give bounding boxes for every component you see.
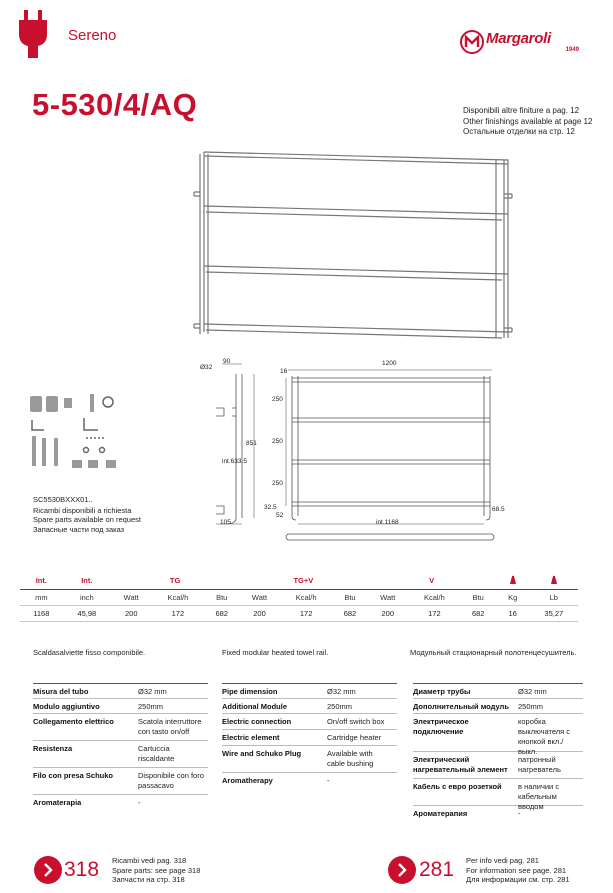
weight-lb-icon (530, 573, 578, 589)
prop-value: в наличии с кабельным вводом (518, 782, 560, 811)
specs-table (20, 573, 578, 622)
dim-module-3: 250 (272, 480, 283, 487)
front-view-drawing (262, 356, 512, 552)
prop-key: Ароматерапия (413, 809, 468, 818)
table-head-cell: Int. (20, 573, 63, 589)
prop-key: Электрическое подключение (413, 717, 469, 736)
brand-year: 1949 (565, 47, 579, 53)
description-ru: Модульный стационарный полотенцесушитель. (410, 648, 577, 657)
dim-depth: 90 (223, 358, 231, 365)
finish-line-it: Disponibili altre finiture a pag. 12 (463, 106, 580, 115)
brand-emblem-icon (460, 30, 484, 54)
table-cell: 172 (408, 605, 461, 621)
table-cell: 172 (152, 605, 205, 621)
list-item (33, 683, 208, 698)
side-view-drawing (196, 356, 272, 532)
table-cell: 35,27 (530, 605, 578, 621)
prop-key: Modulo aggiuntivo (33, 702, 100, 711)
properties-en (222, 683, 397, 787)
description-it: Scaldasalviette fisso componibile. (33, 648, 146, 657)
product-photo (186, 148, 522, 344)
prop-key: Misura del tubo (33, 687, 89, 696)
table-units-row (20, 589, 578, 605)
prop-key: Filo con presa Schuko (33, 771, 114, 780)
list-item (33, 698, 208, 713)
table-cell: 682 (332, 605, 367, 621)
spare-line-it: Ricambi disponibili a richiesta (33, 505, 132, 515)
prop-value: 250mm (327, 702, 353, 711)
dim-internal-height: int.633.5 (222, 458, 247, 465)
prop-value: Available with cable bushing (327, 749, 374, 768)
ref-line: Для информации см. стр. 281 (466, 875, 570, 884)
weight-kg-icon (496, 573, 530, 589)
table-header-row (20, 573, 578, 589)
spare-parts-note (33, 495, 141, 534)
list-item (222, 698, 397, 713)
ref-line: Ricambi vedi pag. 318 (112, 856, 187, 865)
list-item (413, 698, 583, 713)
prop-value: Ø32 mm (327, 687, 356, 696)
prop-value: - (518, 809, 521, 818)
table-cell: Lb (530, 589, 578, 605)
dim-width: 1200 (382, 360, 397, 367)
page-link-318-icon[interactable] (34, 856, 62, 884)
table-head-cell: V (367, 573, 495, 589)
dim-bottom-offset: 32.5 (264, 504, 277, 511)
brand-logo (460, 28, 582, 58)
ref-line: Запчасти на стр. 318 (112, 875, 185, 884)
spares-reference (112, 856, 200, 885)
finish-line-en: Other finishings available at page 12 (463, 116, 593, 126)
ref-line: Spare parts: see page 318 (112, 865, 201, 875)
list-item (222, 745, 397, 772)
prop-value: - (138, 798, 141, 807)
list-item (33, 740, 208, 767)
prop-key: Кабель с евро розеткой (413, 782, 502, 791)
page-number-spares[interactable]: 318 (64, 858, 100, 881)
table-row (20, 605, 578, 621)
table-cell: Watt (239, 589, 280, 605)
prop-value: 250mm (138, 702, 164, 711)
table-cell: Kcal/h (280, 589, 333, 605)
table-head-cell: TG+V (239, 573, 367, 589)
table-cell: 200 (239, 605, 280, 621)
table-head-cell: Int. (63, 573, 111, 589)
list-item (413, 713, 583, 756)
series-title: Sereno (68, 27, 117, 44)
finish-line-ru: Остальные отделки на стр. 12 (463, 127, 575, 136)
table-cell: Watt (367, 589, 408, 605)
dim-internal-width: int.1168 (376, 519, 399, 526)
ref-line: For information see page. 281 (466, 865, 567, 875)
table-cell: Btu (461, 589, 496, 605)
list-item (413, 805, 583, 820)
prop-key: Electric element (222, 733, 280, 742)
prop-key: Resistenza (33, 744, 73, 753)
prop-key: Дополнительный модуль (413, 702, 509, 711)
list-item (222, 713, 397, 729)
prop-value: коробка выключателя с кнопкой вкл./выкл. (518, 717, 571, 756)
prop-value: On/off switch box (327, 717, 385, 726)
table-cell: inch (63, 589, 111, 605)
prop-key: Wire and Schuko Plug (222, 749, 302, 758)
list-item (222, 729, 397, 745)
spare-line-en: Spare parts available on request (33, 515, 141, 524)
prop-value: Cartuccia riscaldante (138, 744, 175, 763)
prop-key: Pipe dimension (222, 687, 278, 696)
list-item (413, 778, 583, 811)
properties-it (33, 683, 208, 809)
prop-key: Aromaterapia (33, 798, 82, 807)
model-code: 5-530/4/AQ (32, 87, 198, 122)
list-item (33, 794, 208, 809)
prop-key: Aromatherapy (222, 776, 273, 785)
dim-foot: 52 (276, 512, 284, 519)
table-cell: Kcal/h (408, 589, 461, 605)
prop-key: Электрический нагревательный элемент (413, 755, 508, 774)
list-item (33, 767, 208, 794)
dim-module-2: 250 (272, 438, 283, 445)
table-cell: 200 (367, 605, 408, 621)
prop-value: Ø32 mm (138, 687, 167, 696)
table-cell: 682 (204, 605, 239, 621)
table-cell: mm (20, 589, 63, 605)
prop-value: Cartridge heater (327, 733, 382, 742)
spare-parts-code: SC5530BXXX01.. (33, 495, 93, 504)
list-item (413, 683, 583, 698)
page-link-281-icon[interactable] (388, 856, 416, 884)
description-en: Fixed modular heated towel rail. (222, 648, 329, 657)
list-item (33, 713, 208, 740)
table-head-cell: TG (111, 573, 239, 589)
dim-module-1: 250 (272, 396, 283, 403)
table-cell: 45,98 (63, 605, 111, 621)
prop-key: Additional Module (222, 702, 287, 711)
spare-line-ru: Запасные части под заказ (33, 524, 125, 534)
dim-base: 105 (220, 519, 231, 526)
spare-parts-image (26, 390, 132, 486)
prop-value: патронный нагреватель (518, 755, 561, 774)
prop-key: Collegamento elettrico (33, 717, 114, 726)
page-number-info[interactable]: 281 (419, 858, 455, 881)
table-cell: 172 (280, 605, 333, 621)
table-cell: Btu (204, 589, 239, 605)
properties-ru (413, 683, 583, 820)
table-cell: 1168 (20, 605, 63, 621)
info-reference (466, 856, 570, 885)
table-cell: Watt (111, 589, 152, 605)
table-cell: Kg (496, 589, 530, 605)
dim-top-offset: 16 (280, 368, 288, 375)
table-cell: 682 (461, 605, 496, 621)
ref-line: Per info vedi pag. 281 (466, 856, 539, 865)
prop-value: Disponibile con foro passacavo (138, 771, 204, 790)
prop-key: Electric connection (222, 717, 292, 726)
plug-icon (14, 10, 52, 58)
list-item (413, 751, 583, 778)
prop-value: - (327, 776, 330, 785)
list-item (222, 683, 397, 698)
dim-height: 851 (246, 440, 257, 447)
list-item (222, 772, 397, 787)
dim-tube-diameter: Ø32 (200, 364, 213, 371)
table-cell: 16 (496, 605, 530, 621)
dim-side-offset: 68.5 (492, 506, 505, 513)
prop-value: Scatola interruttore con tasto on/off (138, 717, 202, 736)
table-cell: 200 (111, 605, 152, 621)
prop-value: 250mm (518, 702, 544, 711)
prop-key: Диаметр трубы (413, 687, 471, 696)
table-cell: Kcal/h (152, 589, 205, 605)
finishes-note (463, 106, 592, 138)
brand-name: Margaroli (486, 30, 551, 47)
prop-value: Ø32 mm (518, 687, 547, 696)
table-cell: Btu (332, 589, 367, 605)
